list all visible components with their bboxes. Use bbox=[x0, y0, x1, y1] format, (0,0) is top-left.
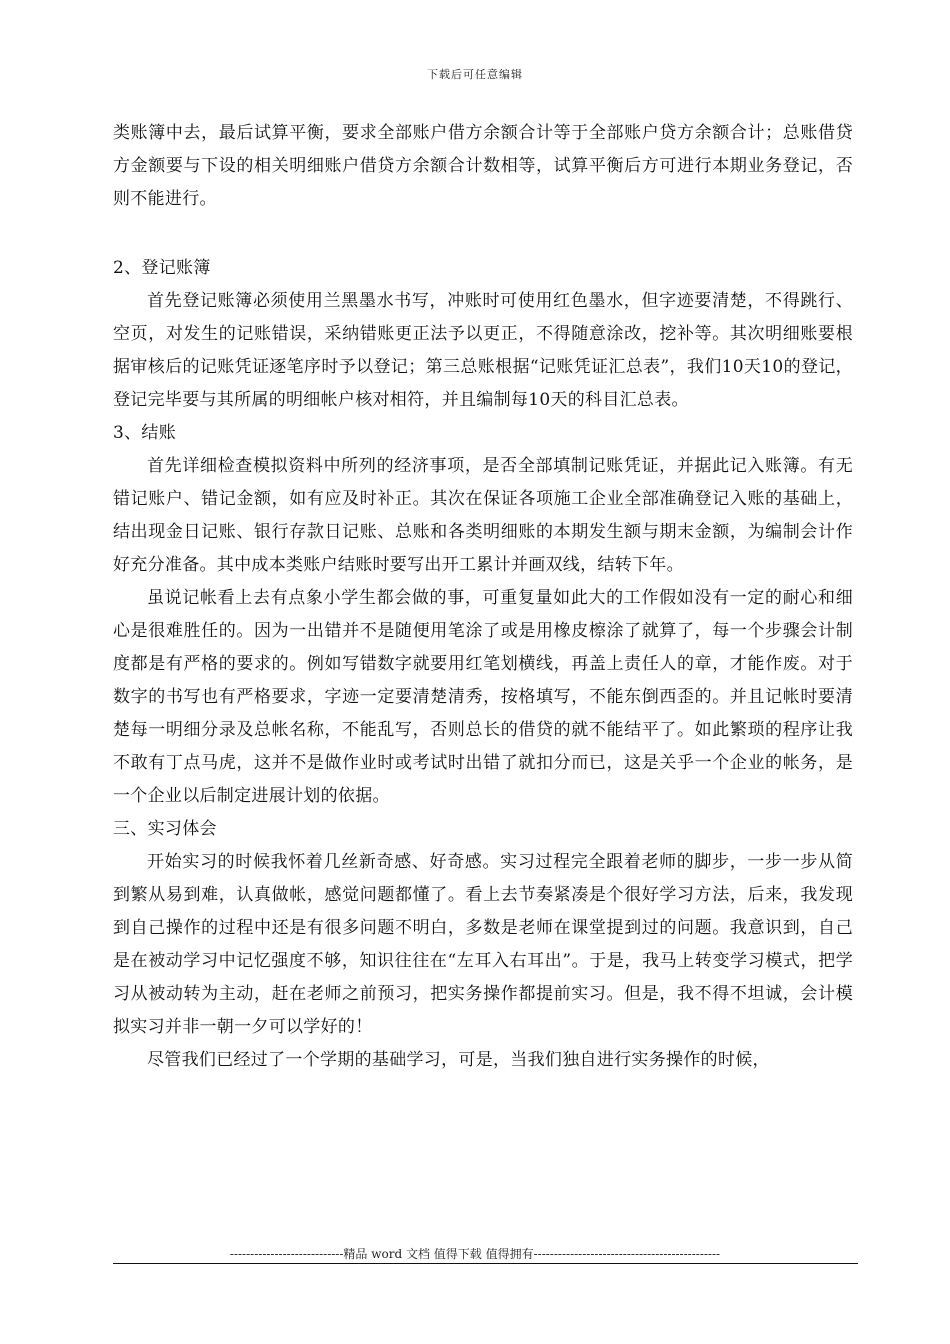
paragraph-internship-start: 开始实习的时候我怀着几丝新奇感、好奇感。实习过程完全跟着老师的脚步，一步一步从简到繁从易到难，认真做帐，感觉问题都懂了。看上去节奏紧凑是个很好学习方法，后来，我发现到自己操作的过程中还是有很多问题不明白，多数是老师在课堂提到过的问题。我意识到，自己是在被动学习中记忆强度不够，知识往往在“左耳入右耳出”。于是，我马上转变学习模式，把学习从被动转为主动，赶在老师之前预习，把实务操作都提前实习。但是，我不得不坦诚，会计模拟实习并非一朝一夕可以学好的！ bbox=[113, 852, 853, 1037]
heading-register-books: 2、登记账簿 bbox=[113, 258, 211, 278]
paragraph-bookkeeping-care: 虽说记帐看上去有点象小学生都会做的事，可重复量如此大的工作假如没有一定的耐心和细心是很难胜任的。因为一出错并不是随便用笔涂了或是用橡皮檫涂了就算了，每一个步骤会计制度都是有严格的要求的。例如写错数字就要用红笔划横线，再盖上责任人的章，才能作废。对于数字的书写也有严格要求，字迹一定要清楚清秀，按格填写，不能东倒西歪的。并且记帐时要清楚每一明细分录及总帐名称，不能乱写，否则总长的借贷的就不能结平了。如此繁琐的程序让我不敢有丁点马虎，这并不是做作业时或考试时出错了就扣分而已，这是关乎一个企业的帐务，是一个企业以后制定进展计划的依据。 bbox=[113, 588, 853, 806]
paragraph-trial-balance: 类账簿中去，最后试算平衡，要求全部账户借方余额合计等于全部账户贷方余额合计；总账借贷方金额要与下设的相关明细账户借贷方余额合计数相等，试算平衡后方可进行本期业务登记，否则不能进行。 bbox=[113, 123, 853, 209]
page-header-note: 下载后可任意编辑 bbox=[427, 68, 523, 81]
footer-rule bbox=[113, 1263, 858, 1264]
heading-closing-accounts: 3、结账 bbox=[113, 423, 177, 443]
document-body bbox=[113, 117, 853, 1077]
paragraph-closing-accounts: 首先详细检查模拟资料中所列的经济事项，是否全部填制记账凭证，并据此记入账簿。有无错记账户、错记金额，如有应及时补正。其次在保证各项施工企业全部准确登记入账的基础上，结出现金日记账、银行存款日记账、总账和各类明细账的本期发生额与期末金额，为编制会计作好充分准备。其中成本类账户结账时要写出开工累计并画双线，结转下年。 bbox=[113, 456, 853, 575]
paragraph-internship-continue: 尽管我们已经过了一个学期的基础学习，可是，当我们独自进行实务操作的时候， bbox=[147, 1050, 770, 1070]
paragraph-gap bbox=[113, 216, 853, 252]
page-footer-text: ----------------------------精品 word 文档 值得下载 值得拥有---------------------------------------------- bbox=[229, 1247, 721, 1261]
paragraph-register-books: 首先登记账簿必须使用兰黑墨水书写，冲账时可使用红色墨水，但字迹要清楚，不得跳行、空页，对发生的记账错误，采纳错账更正法予以更正，不得随意涂改，挖补等。其次明细账要根据审核后的记账凭证逐笔序时予以登记；第三总账根据“记账凭证汇总表”，我们10天10的登记，登记完毕要与其所属的明细帐户核对相符，并且编制每10天的科目汇总表。 bbox=[113, 291, 853, 410]
heading-internship-experience: 三、实习体会 bbox=[113, 819, 217, 839]
